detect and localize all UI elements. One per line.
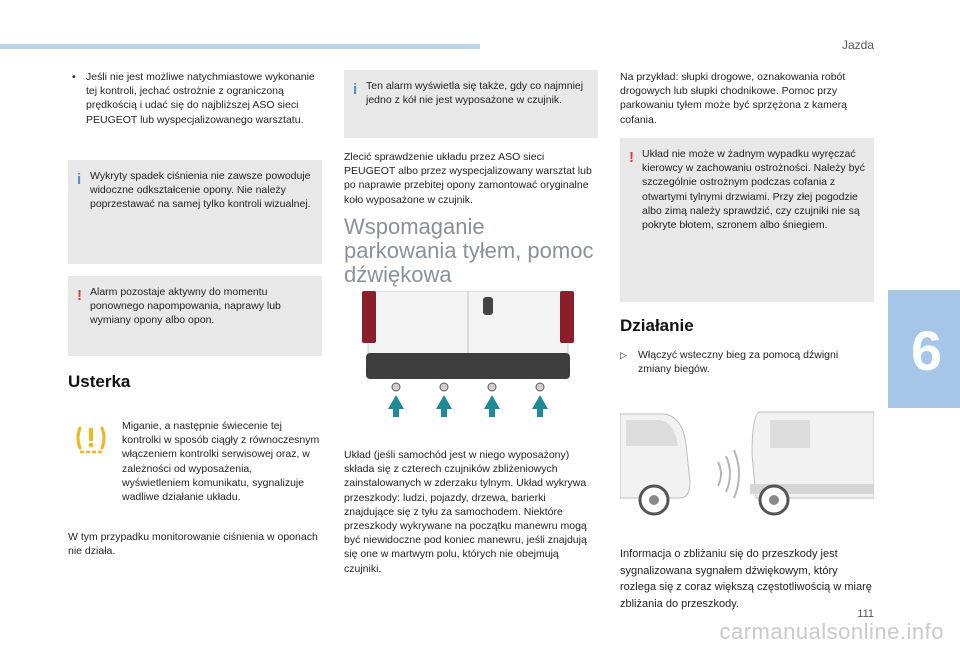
page-number: 111 — [857, 608, 874, 620]
tyre-fault-warning-light-icon — [74, 424, 108, 458]
signal-description: Informacja o zbliżaniu się do przeszkody jest sygnalizowana sygnałem dźwiękowym, który rozlega się z coraz większą częstotliwością w miarę zbliżania do przeszkody. — [620, 548, 872, 610]
warning-box — [68, 276, 322, 356]
service-paragraph: Zlecić sprawdzenie układu przez ASO sieci PEUGEOT albo przez wyspecjalizowany warsztat lub po naprawie przebitej opony zamontować oryginalne koło wyposażone w czujnik. — [344, 151, 592, 206]
bullet-icon: • — [72, 71, 76, 83]
info-box — [68, 160, 322, 264]
reversing-van-illustration — [620, 402, 874, 530]
info-box-sensor — [344, 70, 598, 138]
system-description: Układ (jeśli samochód jest w niego wyposażony) składa się z czterech czujników zbliżeniowych zainstalowanych w zderzaku tylnym. Układ wykrywa przeszkody: ludzi, pojazdy, drzewa, barierki znajdujące się z tyłu za samochodem. Niektóre przeszkody wykrywane na początku manewru mogą być niewidoczne pod koniec manewru, jeśli znajdują się one w martwym polu, których nie obejmują czujniki. — [344, 449, 587, 575]
section-heading-fault: Usterka — [68, 372, 131, 391]
warning-icon: ! — [629, 149, 634, 166]
rear-bumper-sensor-illustration — [362, 291, 574, 418]
warning-box-text: Alarm pozostaje aktywny do momentu ponownego napompowania, naprawy lub wymiany opony albo opon. — [90, 286, 281, 327]
warning-icon: ! — [77, 287, 82, 304]
section-heading-parking: Wspomaganie parkowania tyłem, pomoc dźwiękowa — [344, 214, 594, 287]
section-heading-operation: Działanie — [620, 316, 694, 335]
info-box-text: Wykryty spadek ciśnienia nie zawsze powoduje widoczne odkształcenie opony. Nie należy poprzestawać na samej tylko kontroli wizualnej. — [90, 170, 311, 211]
warning-box-caution — [620, 138, 874, 302]
watermark: carmanualsonline.info — [719, 619, 944, 644]
step-arrow-icon: ▷ — [620, 350, 627, 360]
info-icon: i — [353, 81, 358, 98]
bullet-text: • Jeśli nie jest możliwe natychmiastowe wykonanie tej kontroli, jechać ostrożnie z ograniczoną prędkością i udać się do najbliższej ASO sieci PEUGEOT lub wyspecjalizowanego warsztatu. — [72, 71, 315, 126]
step-text: ▷ Włączyć wsteczny bieg za pomocą dźwigni zmiany biegów. — [620, 349, 839, 376]
info-box-sensor-text: Ten alarm wyświetla się także, gdy co najmniej jedno z kół nie jest wyposażone w czujnik. — [366, 80, 584, 107]
info-icon: i — [77, 171, 82, 188]
header-accent-bar — [0, 44, 480, 49]
chapter-number: 6 — [910, 319, 942, 382]
warning-box-caution-text: Układ nie może w żadnym wypadku wyręczać kierowcy w zachowaniu ostrożności. Należy być szczególnie ostrożnym podczas cofania z otwartymi tylnymi drzwiami. Przy złej pogodzie albo zimą należy sprawdzić, czy czujniki nie są pokryte błotem, szronem albo śniegiem. — [642, 148, 865, 232]
section-title: Jazda — [841, 38, 874, 52]
fault-consequence: W tym przypadku monitorowanie ciśnienia w oponach nie działa. — [68, 531, 318, 558]
fault-description: Miganie, a następnie świecenie tej kontrolki w sposób ciągły z równoczesnym włączeniem kontrolki serwisowej oraz, w zależności od wyposażenia, wyświetleniem komunikatu, sygnalizuje wadliwe działanie układu. — [122, 420, 320, 504]
examples-paragraph: Na przykład: słupki drogowe, oznakowania robót drogowych lub słupki chodnikowe. Pomoc przy parkowaniu tyłem może być sprzężona z kamerą cofania. — [620, 71, 848, 126]
